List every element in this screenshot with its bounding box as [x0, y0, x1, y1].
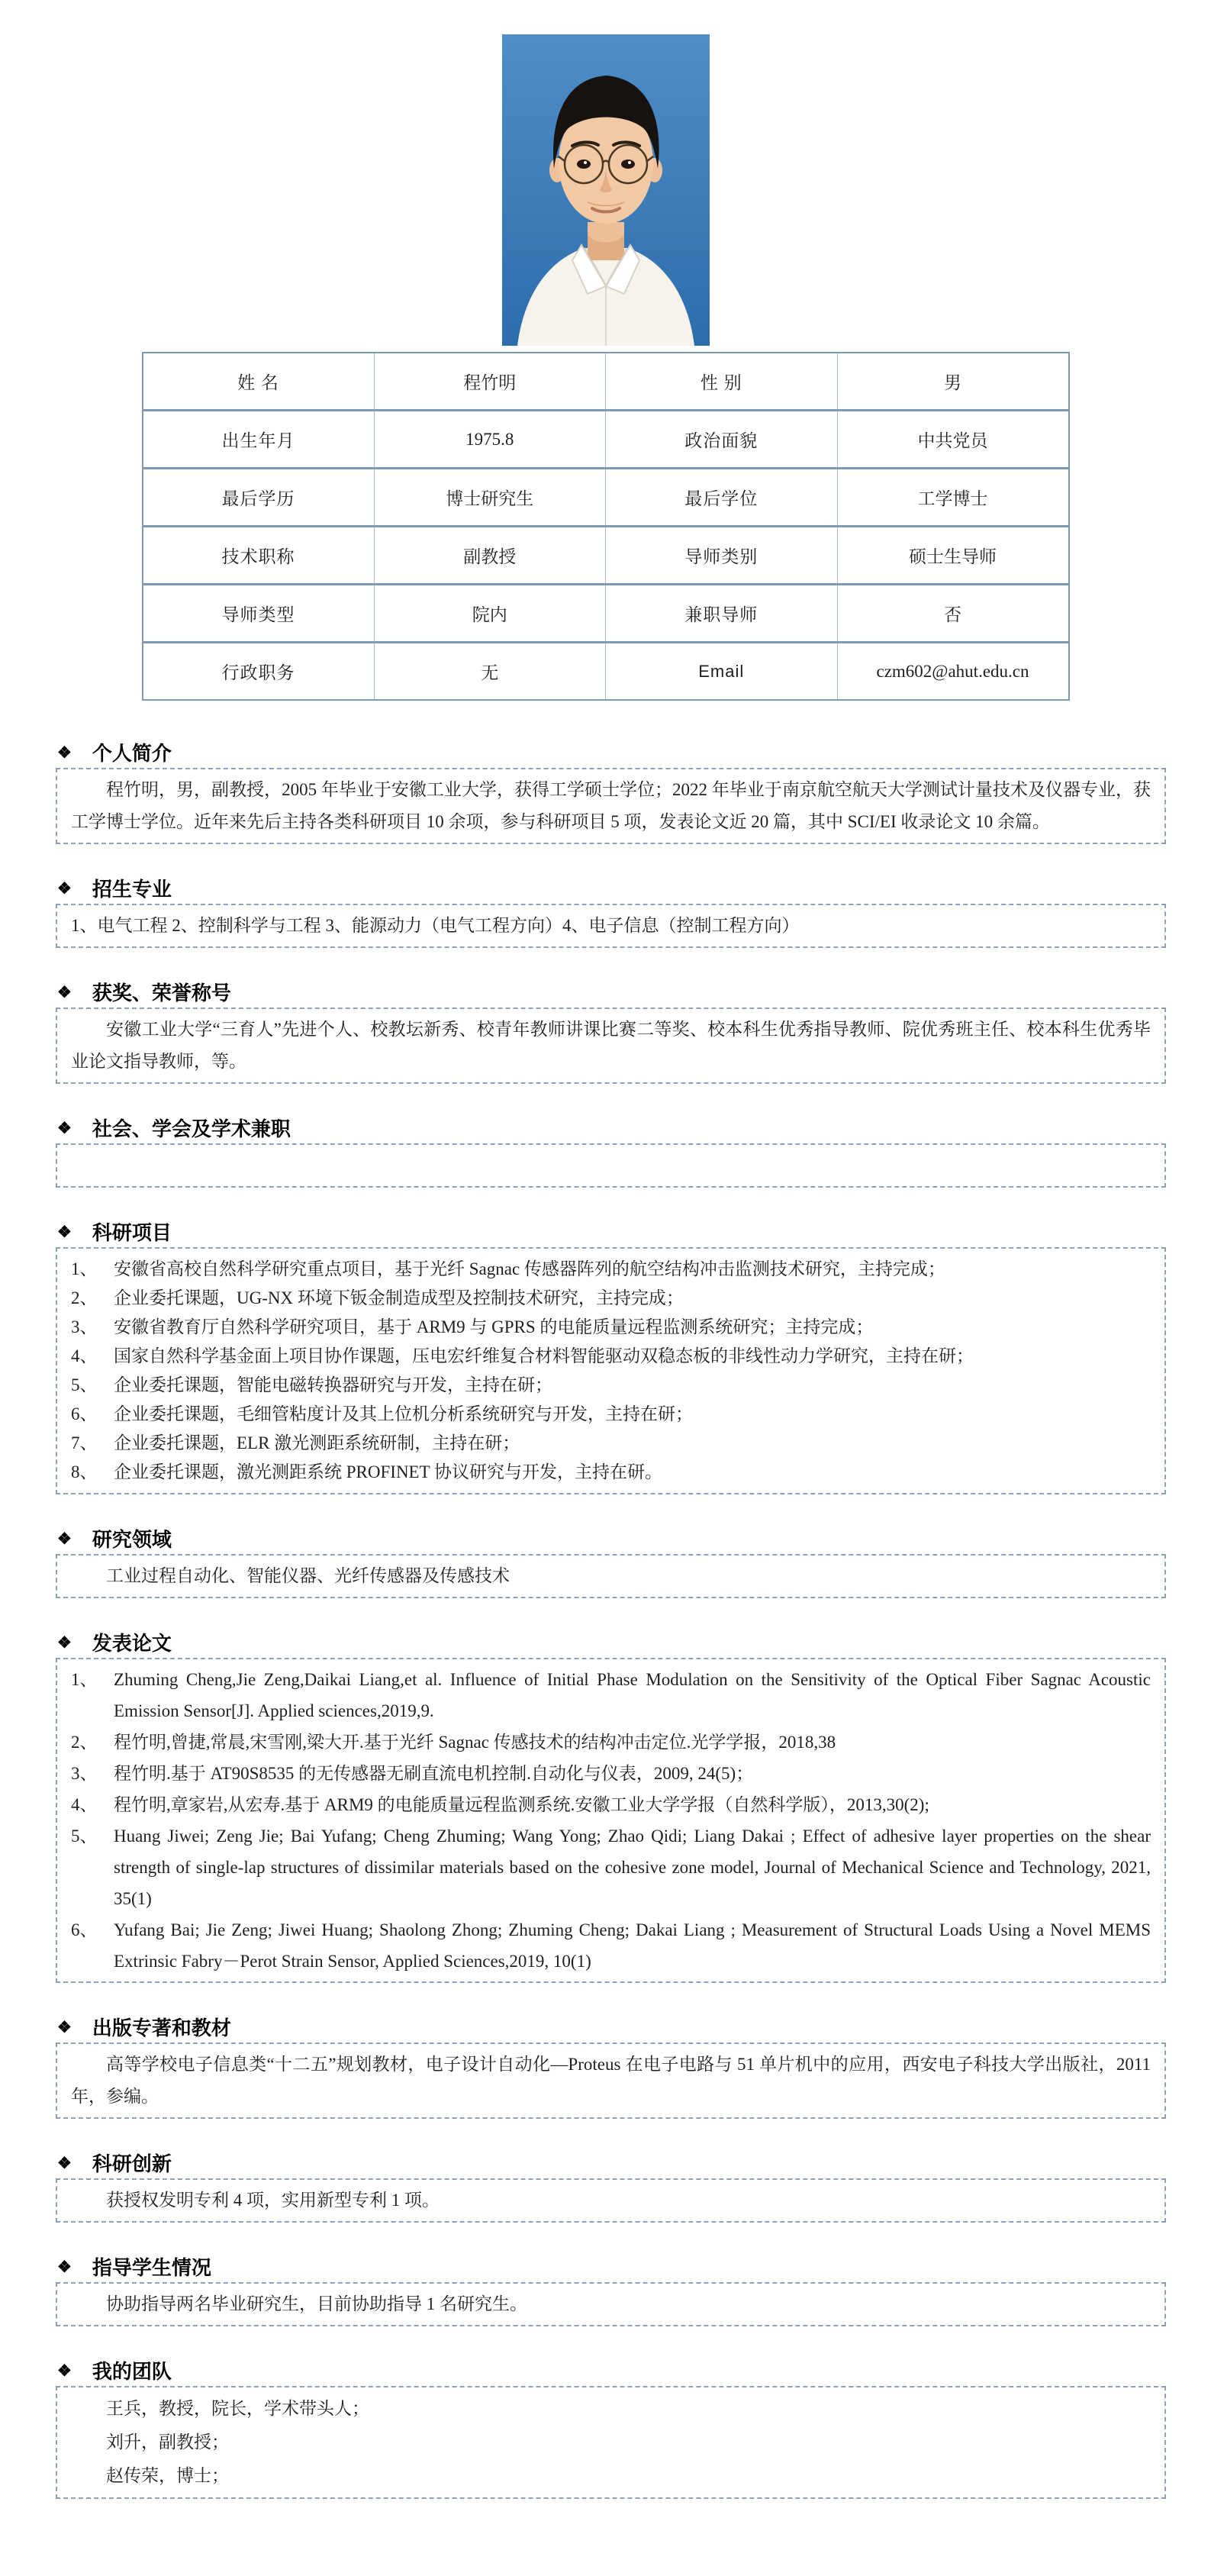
section-title [57, 1220, 1166, 1243]
section-paragraph: 高等学校电子信息类“十二五”规划教材，电子设计自动化—Proteus 在电子电路与 51 单片机中的应用，西安电子科技大学出版社，2011 年，参编。 [71, 2055, 1151, 2106]
list-item [71, 1429, 1151, 1458]
list-item-text: 企业委托课题，UG-NX 环境下钣金制造成型及控制技术研究，主持完成； [114, 1288, 684, 1307]
field-label: Email [606, 643, 838, 701]
list-item [71, 1458, 1151, 1487]
list-item-number: 3、 [71, 1317, 98, 1336]
field-label: 导师类别 [606, 527, 838, 585]
field-label: 性 别 [606, 353, 838, 411]
section-student-guidance [56, 2255, 1166, 2326]
section-title [57, 1116, 1166, 1139]
field-value: 院内 [374, 585, 606, 643]
list-item-text: 企业委托课题，激光测距系统 PROFINET 协议研究与开发，主持在研。 [114, 1462, 662, 1481]
field-value: 中共党员 [837, 411, 1069, 469]
list-item-number: 4、 [71, 1795, 98, 1814]
list-item-number: 3、 [71, 1764, 98, 1783]
field-label: 兼职导师 [606, 585, 838, 643]
table-row [143, 411, 1069, 469]
section-content-box [56, 1658, 1166, 1983]
section-title [57, 2151, 1166, 2174]
field-label: 政治面貌 [606, 411, 838, 469]
section-content-box [56, 1554, 1166, 1598]
list-item-text: Zhuming Cheng,Jie Zeng,Daikai Liang,et al. Influence of Initial Phase Modulation on the Sensitivity of the Optical Fiber Sagnac Acoustic Emission Sensor[J]. Applied sciences,2019,9. [114, 1670, 1151, 1720]
section-title [57, 740, 1166, 763]
list-item-text: 程竹明.基于 AT90S8535 的无传感器无刷直流电机控制.自动化与仪表，2009, 24(5)； [114, 1764, 754, 1783]
section-content-box [56, 1143, 1166, 1188]
table-row [143, 643, 1069, 701]
section-title [57, 2358, 1166, 2381]
section-title-text: 招生专业 [92, 878, 172, 901]
diamond-bullet-icon: ❖ [57, 982, 72, 1001]
section-title-text: 个人简介 [92, 742, 172, 765]
list-item-number: 1、 [71, 1670, 98, 1689]
sections-container [56, 740, 1166, 2499]
section-title [57, 2015, 1166, 2038]
list-item [71, 1726, 1151, 1758]
section-title-text: 科研创新 [92, 2152, 172, 2175]
list-item [71, 1758, 1151, 1789]
section-personal-profile [56, 740, 1166, 844]
profile-photo [502, 34, 710, 346]
field-label: 最后学历 [143, 469, 375, 527]
field-value: 1975.8 [374, 411, 606, 469]
field-value: 工学博士 [837, 469, 1069, 527]
field-value: 程竹明 [374, 353, 606, 411]
section-paragraph: 协助指导两名毕业研究生，目前协助指导 1 名研究生。 [106, 2294, 527, 2313]
list-item [71, 1914, 1151, 1977]
diamond-bullet-icon: ❖ [57, 879, 72, 898]
section-title [57, 876, 1166, 899]
section-content-box [56, 2042, 1166, 2119]
table-row [143, 527, 1069, 585]
list-item-number: 1、 [71, 1259, 98, 1278]
diamond-bullet-icon: ❖ [57, 1633, 72, 1652]
section-title-text: 指导学生情况 [92, 2256, 211, 2279]
section-paragraph: 工业过程自动化、智能仪器、光纤传感器及传感技术 [106, 1566, 510, 1585]
section-title-text: 发表论文 [92, 1632, 172, 1655]
section-content-box [56, 904, 1166, 948]
section-title-text: 研究领域 [92, 1528, 172, 1551]
section-research-projects [56, 1220, 1166, 1494]
section-content-box [56, 1247, 1166, 1494]
section-enrollment-majors [56, 876, 1166, 948]
list-item-text: 企业委托课题，毛细管粘度计及其上位机分析系统研究与开发，主持在研； [114, 1404, 693, 1423]
list-item-text: Yufang Bai; Jie Zeng; Jiwei Huang; Shaolong Zhong; Zhuming Cheng; Dakai Liang ; Measurement of Structural Loads Using a Novel MEMS Extrinsic Fabry－Perot Strain Sensor, Applied Sciences,2019, 10(1) [114, 1920, 1151, 1971]
table-row [143, 469, 1069, 527]
section-paragraph: 安徽工业大学“三育人”先进个人、校教坛新秀、校青年教师讲课比赛二等奖、校本科生优秀指导教师、院优秀班主任、校本科生优秀毕业论文指导教师，等。 [71, 1020, 1151, 1071]
profile-table-body [143, 353, 1069, 700]
section-title [57, 1630, 1166, 1653]
list-item [71, 1789, 1151, 1820]
list-item-number: 2、 [71, 1733, 98, 1752]
section-title [57, 1527, 1166, 1549]
list-item-number: 4、 [71, 1346, 98, 1365]
section-title-text: 科研项目 [92, 1221, 172, 1244]
list-item [71, 1820, 1151, 1914]
section-paragraph: 1、电气工程 2、控制科学与工程 3、能源动力（电气工程方向）4、电子信息（控制工程方向） [71, 916, 800, 935]
list-item-number: 2、 [71, 1288, 98, 1307]
field-value: czm602@ahut.edu.cn [837, 643, 1069, 701]
field-value: 博士研究生 [374, 469, 606, 527]
field-value: 副教授 [374, 527, 606, 585]
field-label: 导师类型 [143, 585, 375, 643]
diamond-bullet-icon: ❖ [57, 1222, 72, 1241]
list-item-number: 6、 [71, 1404, 98, 1423]
section-published-papers [56, 1630, 1166, 1983]
section-research-fields [56, 1527, 1166, 1598]
diamond-bullet-icon: ❖ [57, 2017, 72, 2036]
section-research-innovation [56, 2151, 1166, 2223]
field-label: 姓 名 [237, 373, 279, 392]
list-item-number: 5、 [71, 1826, 98, 1846]
list-item-text: 程竹明,曾捷,常晨,宋雪刚,梁大开.基于光纤 Sagnac 传感技术的结构冲击定位.光学学报，2018,38 [114, 1733, 836, 1752]
list-item-text: 企业委托课题，智能电磁转换器研究与开发，主持在研； [114, 1375, 552, 1394]
section-my-team [56, 2358, 1166, 2499]
diamond-bullet-icon: ❖ [57, 2153, 72, 2172]
list-item-text: 安徽省教育厅自然科学研究项目，基于 ARM9 与 GPRS 的电能质量远程监测系统研究；主持完成； [114, 1317, 874, 1336]
portrait-illustration [502, 34, 710, 346]
profile-info-table [142, 352, 1070, 701]
table-row [143, 353, 1069, 411]
section-paragraph: 赵传荣，博士； [106, 2466, 229, 2485]
section-content-box [56, 2178, 1166, 2223]
section-paragraph: 刘升，副教授； [106, 2433, 229, 2452]
list-item-text: 程竹明,章家岩,从宏寿.基于 ARM9 的电能质量远程监测系统.安徽工业大学学报（自然科学版），2013,30(2); [114, 1795, 929, 1814]
list-item [71, 1400, 1151, 1429]
section-social-academic-positions [56, 1116, 1166, 1188]
section-title [57, 980, 1166, 1003]
list-item-number: 5、 [71, 1375, 98, 1394]
list-item-number: 6、 [71, 1920, 98, 1939]
list-item [71, 1284, 1151, 1313]
diamond-bullet-icon: ❖ [57, 1118, 72, 1137]
section-title-text: 我的团队 [92, 2360, 172, 2383]
section-content-box [56, 1008, 1166, 1084]
list-item-text: 安徽省高校自然科学研究重点项目，基于光纤 Sagnac 传感器阵列的航空结构冲击监测技术研究，主持完成； [114, 1259, 945, 1278]
list-item [71, 1371, 1151, 1400]
table-row [143, 585, 1069, 643]
section-paragraph: 程竹明，男，副教授，2005 年毕业于安徽工业大学，获得工学硕士学位；2022 年毕业于南京航空航天大学测试计量技术及仪器专业，获工学博士学位。近年来先后主持各类科研项目 10 余项，参与科研项目 5 项，发表论文近 20 篇，其中 SCI/EI 收录论文 10 余篇。 [71, 780, 1151, 831]
section-title [57, 2255, 1166, 2278]
list-item-text: Huang Jiwei; Zeng Jie; Bai Yufang; Cheng Zhuming; Wang Yong; Zhao Qidi; Liang Dakai ; Effect of adhesive layer properties on the shear strength of single-lap structures of dissimilar materials based on the cohesive zone model, Journal of Mechanical Science and Technology, 2021, 35(1) [114, 1826, 1151, 1908]
section-books-textbooks [56, 2015, 1166, 2119]
section-title-text: 社会、学会及学术兼职 [92, 1117, 291, 1140]
field-value: 无 [374, 643, 606, 701]
section-content-box [56, 768, 1166, 844]
section-awards-honors [56, 980, 1166, 1084]
list-item [71, 1255, 1151, 1284]
section-paragraph: 王兵，教授，院长，学术带头人； [106, 2399, 369, 2418]
list-item [71, 1664, 1151, 1726]
field-value: 男 [837, 353, 1069, 411]
diamond-bullet-icon: ❖ [57, 2257, 72, 2276]
list-item-number: 8、 [71, 1462, 98, 1481]
list-item-text: 企业委托课题，ELR 激光测距系统研制，主持在研； [114, 1433, 520, 1452]
section-content-box [56, 2386, 1166, 2499]
diamond-bullet-icon: ❖ [57, 2361, 72, 2380]
diamond-bullet-icon: ❖ [57, 743, 72, 762]
list-item [71, 1313, 1151, 1342]
field-label: 最后学位 [606, 469, 838, 527]
field-label: 行政职务 [143, 643, 375, 701]
list-item-text: 国家自然科学基金面上项目协作课题，压电宏纤维复合材料智能驱动双稳态板的非线性动力学研究，主持在研； [114, 1346, 974, 1365]
list-item-number: 7、 [71, 1433, 98, 1452]
field-label: 技术职称 [143, 527, 375, 585]
field-value: 硕士生导师 [837, 527, 1069, 585]
list-item [71, 1342, 1151, 1371]
field-label: 出生年月 [143, 411, 375, 469]
diamond-bullet-icon: ❖ [57, 1529, 72, 1548]
section-paragraph: 获授权发明专利 4 项，实用新型专利 1 项。 [106, 2191, 440, 2210]
field-value: 否 [837, 585, 1069, 643]
section-content-box [56, 2282, 1166, 2326]
section-title-text: 获奖、荣誉称号 [92, 982, 231, 1004]
section-title-text: 出版专著和教材 [92, 2017, 231, 2039]
